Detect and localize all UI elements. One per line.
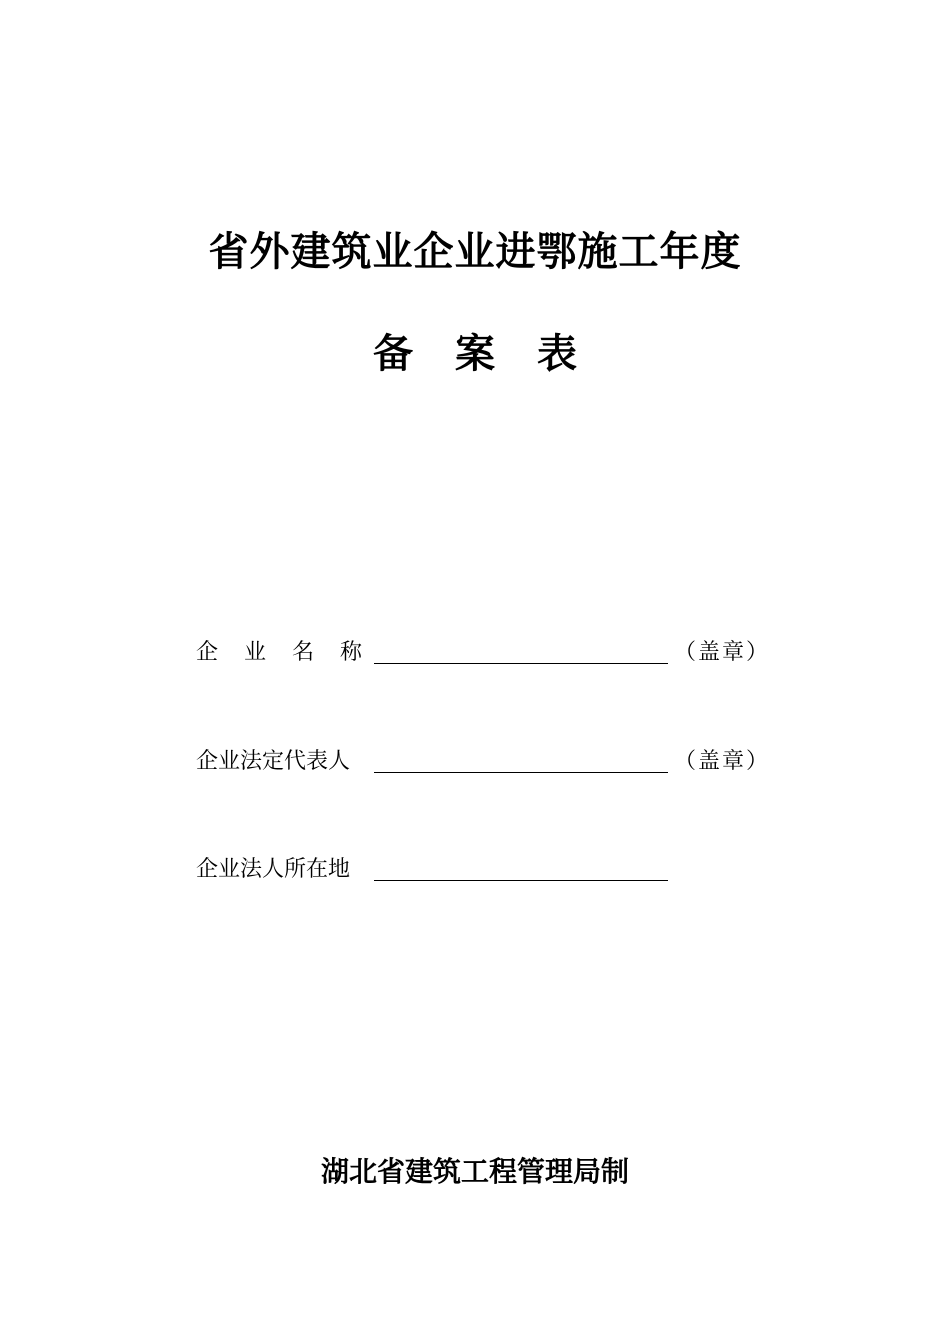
document-title-line2: 备案表 [373, 331, 619, 377]
field-line-legal-address[interactable] [374, 852, 668, 881]
field-legal-representative [196, 737, 770, 777]
field-suffix-legal-representative: （盖章） [674, 749, 771, 774]
field-label-company-name: 企业名称 [196, 640, 389, 665]
field-label-legal-representative: 企业法定代表人 [196, 749, 351, 774]
field-suffix-company-name: （盖章） [674, 640, 771, 665]
field-company-name [196, 628, 770, 668]
field-legal-address [196, 845, 668, 885]
field-label-legal-address: 企业法人所在地 [196, 857, 351, 882]
field-line-company-name[interactable] [374, 635, 668, 664]
document-footer-issuer: 湖北省建筑工程管理局制 [320, 1155, 629, 1188]
document-title-line1: 省外建筑业企业进鄂施工年度 [208, 228, 742, 275]
field-line-legal-representative[interactable] [374, 744, 668, 773]
